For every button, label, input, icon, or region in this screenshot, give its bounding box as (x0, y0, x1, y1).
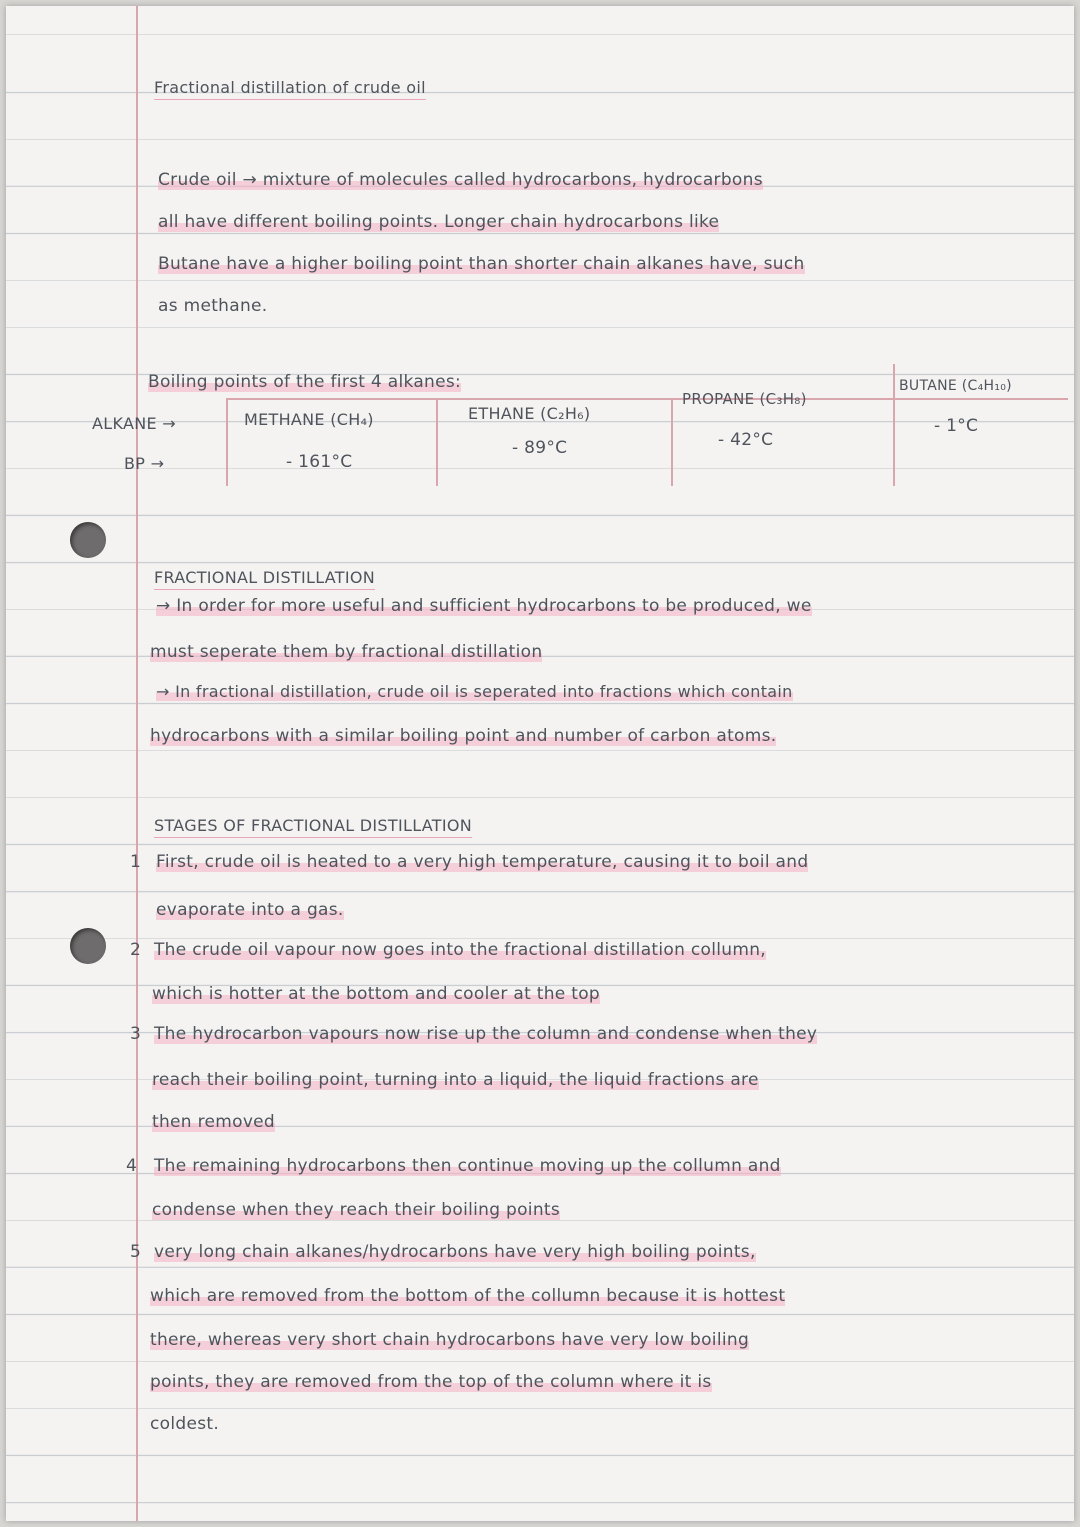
methane-name: METHANE (CH₄) (244, 410, 374, 429)
fractional-line-3: → In fractional distillation, crude oil is seperated into fractions which contain (156, 682, 793, 701)
fractional-line-4: hydrocarbons with a similar boiling point and number of carbon atoms. (150, 726, 777, 746)
fractional-heading: FRACTIONAL DISTILLATION (154, 568, 376, 587)
fractional-line-2: must seperate them by fractional distillation (150, 642, 543, 662)
notebook-page (6, 6, 1074, 1521)
table-top-rule (226, 398, 1068, 400)
table-divider-3 (671, 398, 673, 486)
table-divider-1 (226, 398, 228, 486)
stage-number-4: 4 (126, 1156, 138, 1176)
stage-line: The crude oil vapour now goes into the fractional distillation collumn, (154, 940, 766, 960)
table-divider-2 (436, 398, 438, 486)
table-heading: Boiling points of the first 4 alkanes: (148, 372, 462, 392)
stage-line: which are removed from the bottom of the collumn because it is hottest (150, 1286, 786, 1306)
row-label-alkane: ALKANE → (92, 414, 176, 433)
stage-line: The hydrocarbon vapours now rise up the column and condense when they (154, 1024, 818, 1044)
stage-line: coldest. (150, 1414, 220, 1434)
stage-line: The remaining hydrocarbons then continue moving up the collumn and (154, 1156, 781, 1176)
intro-line-1: Crude oil → mixture of molecules called hydrocarbons, hydrocarbons (158, 170, 763, 190)
stage-line: there, whereas very short chain hydrocarbons have very low boiling (150, 1330, 750, 1350)
intro-line-4: as methane. (158, 296, 268, 316)
ethane-bp: - 89°C (512, 438, 568, 458)
stage-line: very long chain alkanes/hydrocarbons have very high boiling points, (154, 1242, 756, 1262)
intro-line-3: Butane have a higher boiling point than shorter chain alkanes have, such (158, 254, 805, 274)
stage-line: which is hotter at the bottom and cooler at the top (152, 984, 601, 1004)
page-title: Fractional distillation of crude oil (154, 78, 426, 97)
stage-number-3: 3 (130, 1024, 142, 1044)
intro-line-2: all have different boiling points. Longer chain hydrocarbons like (158, 212, 720, 232)
propane-bp: - 42°C (718, 430, 774, 450)
stage-number-5: 5 (130, 1242, 142, 1262)
fractional-line-1: → In order for more useful and sufficient hydrocarbons to be produced, we (156, 596, 812, 616)
butane-name: BUTANE (C₄H₁₀) (899, 378, 1012, 394)
stage-number-1: 1 (130, 852, 142, 872)
propane-name: PROPANE (C₃H₈) (682, 390, 807, 408)
stage-line: reach their boiling point, turning into a liquid, the liquid fractions are (152, 1070, 759, 1090)
methane-bp: - 161°C (286, 452, 353, 472)
stage-line: First, crude oil is heated to a very high temperature, causing it to boil and (156, 852, 809, 872)
margin-line (136, 6, 138, 1521)
stage-line: evaporate into a gas. (156, 900, 344, 920)
stage-line: points, they are removed from the top of the column where it is (150, 1372, 712, 1392)
stage-line: condense when they reach their boiling points (152, 1200, 561, 1220)
butane-bp: - 1°C (934, 416, 979, 436)
table-divider-4 (893, 364, 895, 486)
stages-heading: STAGES OF FRACTIONAL DISTILLATION (154, 816, 473, 835)
stage-number-2: 2 (130, 940, 142, 960)
ethane-name: ETHANE (C₂H₆) (468, 404, 591, 423)
punch-hole-top (70, 522, 106, 558)
stage-line: then removed (152, 1112, 276, 1132)
row-label-bp: BP → (124, 454, 165, 473)
punch-hole-bottom (70, 928, 106, 964)
